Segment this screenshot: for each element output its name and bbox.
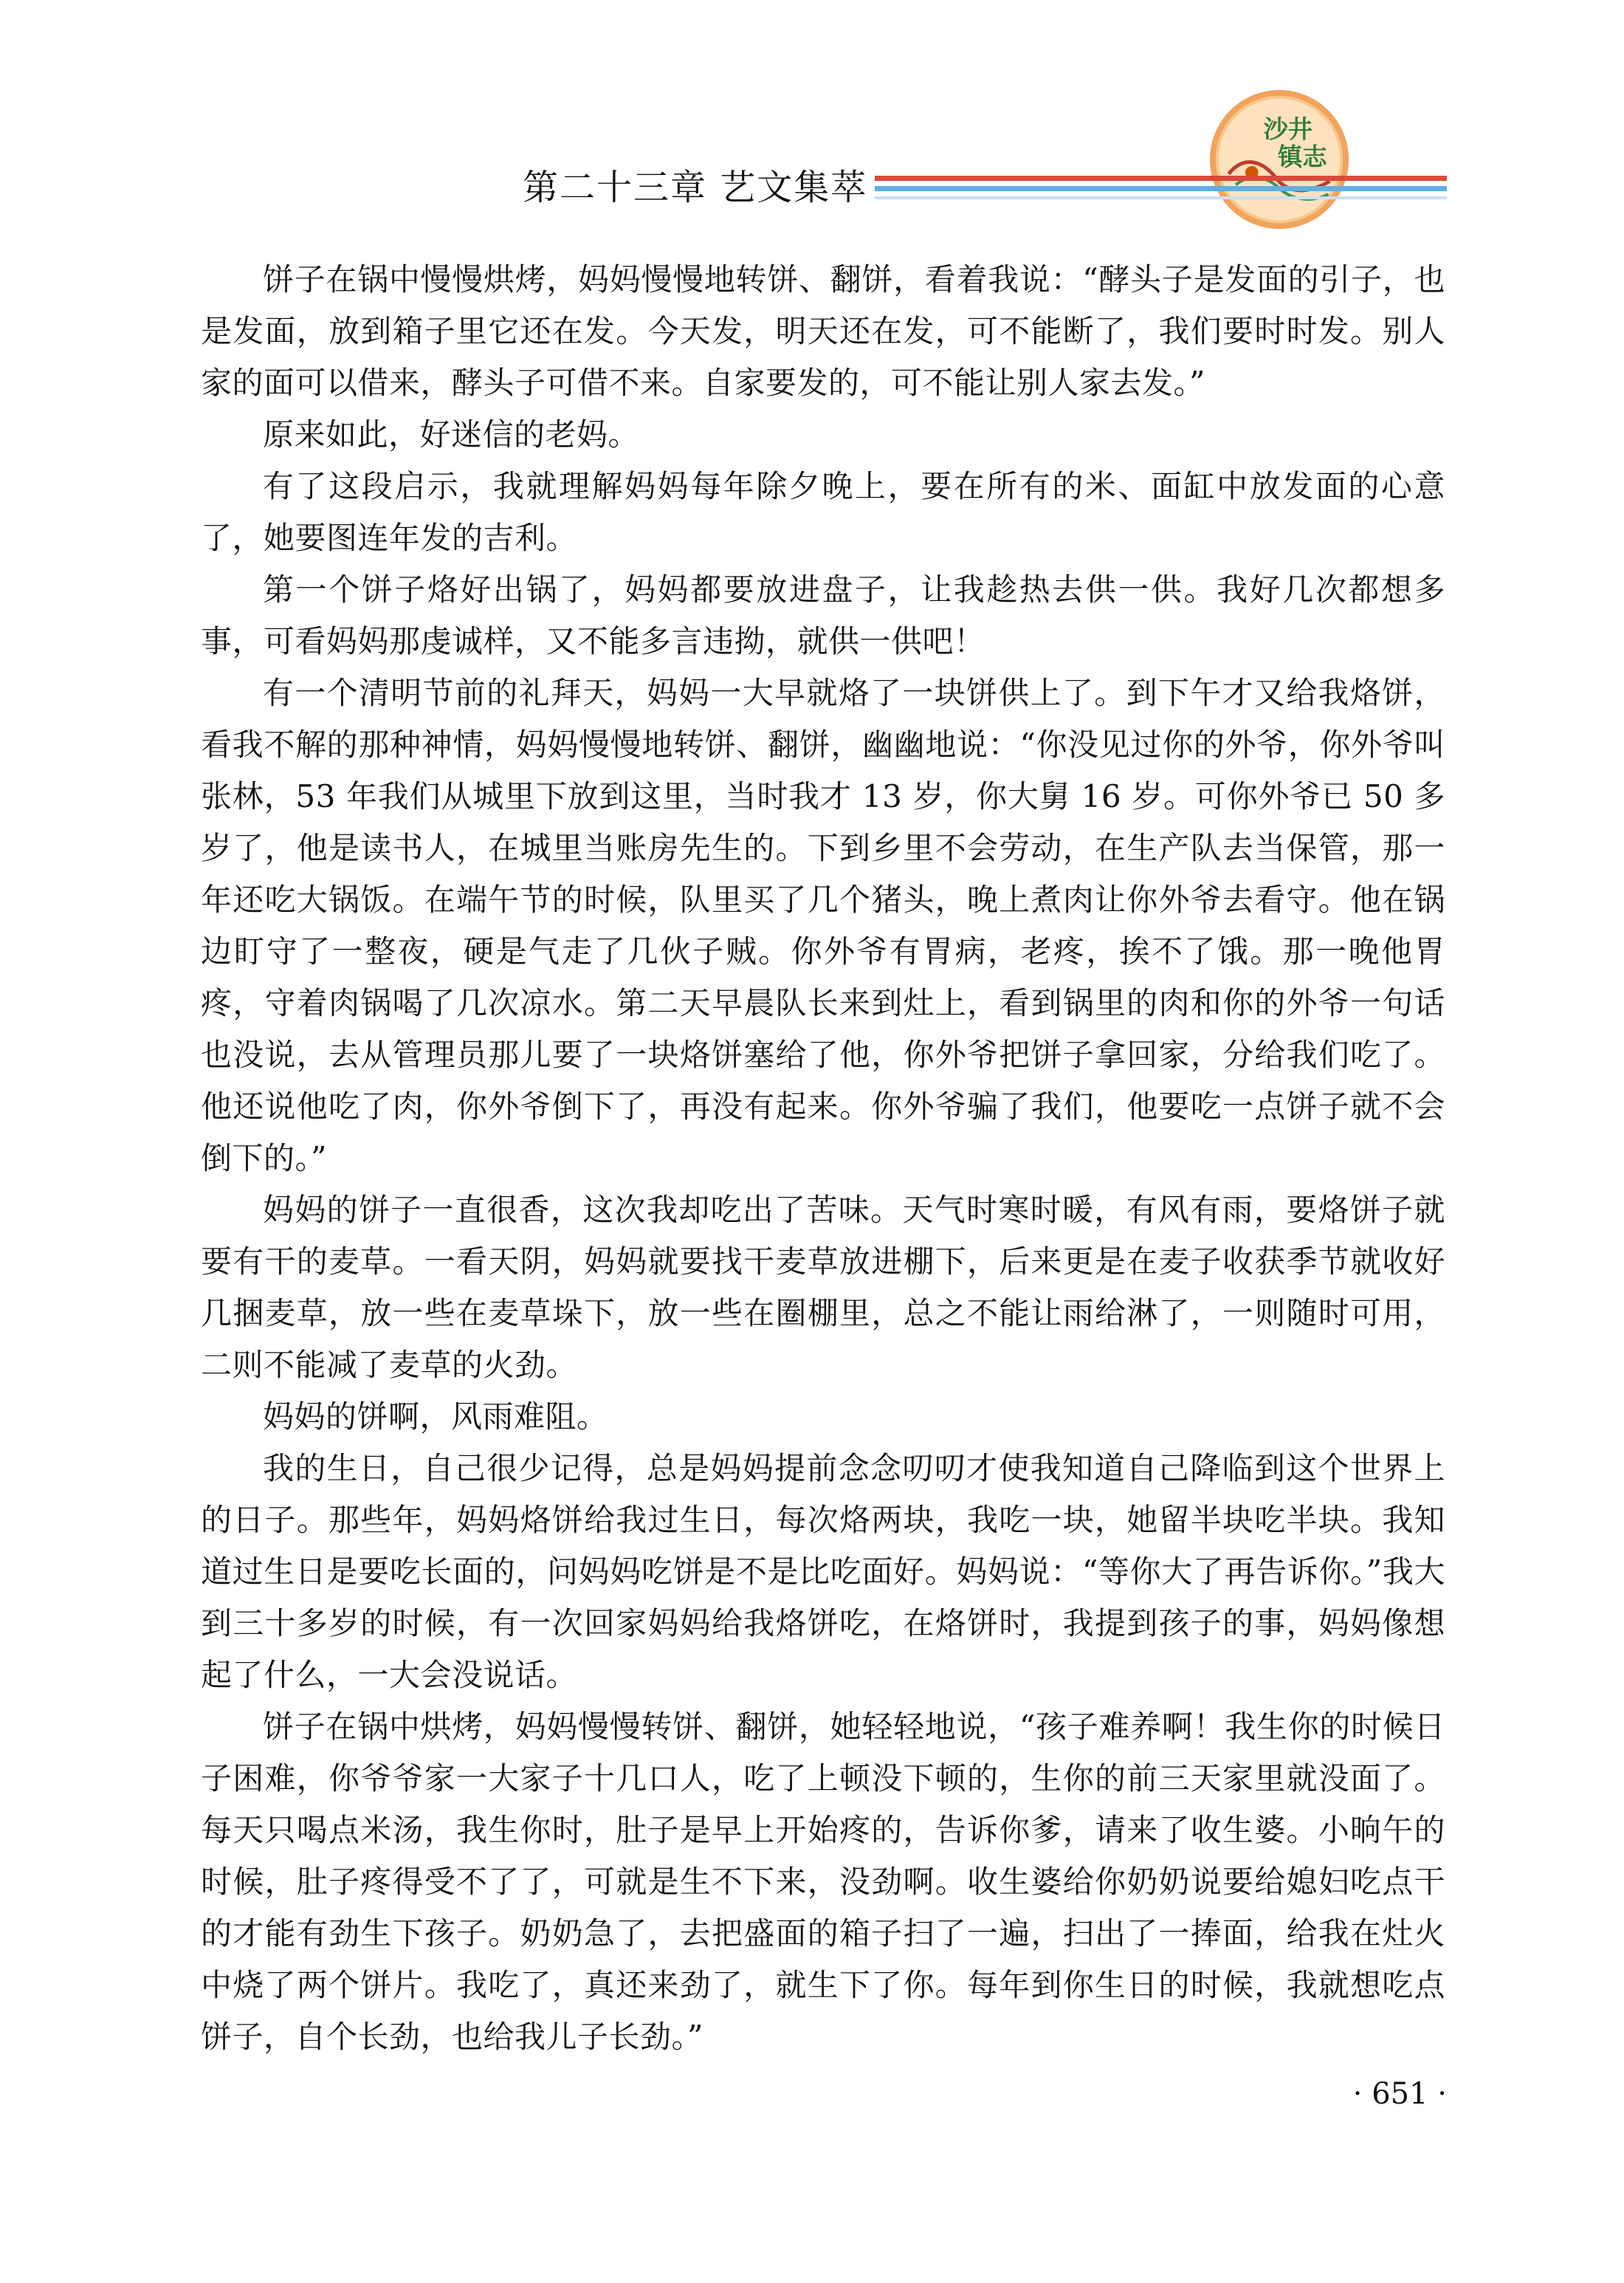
paragraph: 有了这段启示，我就理解妈妈每年除夕晚上，要在所有的米、面缸中放发面的心意了，她要图连年发的吉利。 xyxy=(201,468,1445,556)
header-rule-red xyxy=(875,176,1447,181)
paragraph: 第一个饼子烙好出锅了，妈妈都要放进盘子，让我趁热去供一供。我好几次都想多事，可看妈妈那虔诚样，又不能多言违拗，就供一供吧！ xyxy=(201,571,1445,659)
page-number: · 651 · xyxy=(1352,2077,1447,2111)
page-header xyxy=(0,0,1624,222)
town-gazetteer-seal-icon xyxy=(1207,87,1352,232)
paragraph: 妈妈的饼子一直很香，这次我却吃出了苦味。天气时寒时暖，有风有雨，要烙饼子就要有干的麦草。一看天阴，妈妈就要找干麦草放进棚下，后来更是在麦子收获季节就收好几捆麦草，放一些在麦草垛下，放一些在圈棚里，总之不能让雨给淋了，一则随时可用，二则不能减了麦草的火劲。 xyxy=(201,1192,1445,1383)
header-rule-blue xyxy=(875,186,1447,191)
seal-text-line2: 镇志 xyxy=(1278,142,1327,171)
paragraph: 饼子在锅中慢慢烘烤，妈妈慢慢地转饼、翻饼，看着我说：“酵头子是发面的引子，也是发面，放到箱子里它还在发。今天发，明天还在发，可不能断了，我们要时时发。别人家的面可以借来，酵头子可借不来。自家要发的，可不能让别人家去发。” xyxy=(201,261,1445,401)
header-rule-light-blue xyxy=(875,196,1447,199)
paragraph: 妈妈的饼啊，风雨难阻。 xyxy=(263,1398,608,1435)
paragraph: 我的生日，自己很少记得，总是妈妈提前念念叨叨才使我知道自己降临到这个世界上的日子。那些年，妈妈烙饼给我过生日，每次烙两块，我吃一块，她留半块吃半块。我知道过生日是要吃长面的，问妈妈吃饼是不是比吃面好。妈妈说：“等你大了再告诉你。”我大到三十多岁的时候，有一次回家妈妈给我烙饼吃，在烙饼时，我提到孩子的事，妈妈像想起了什么，一大会没说话。 xyxy=(201,1450,1445,1693)
seal-text-line1: 沙井 xyxy=(1263,114,1313,144)
paragraph: 原来如此，好迷信的老妈。 xyxy=(263,416,640,453)
chapter-title: 第二十三章 艺文集萃 xyxy=(523,167,868,208)
paragraph: 饼子在锅中烘烤，妈妈慢慢转饼、翻饼，她轻轻地说，“孩子难养啊！我生你的时候日子困难，你爷爷家一大家子十几口人，吃了上顿没下顿的，生你的前三天家里就没面了。每天只喝点米汤，我生你时，肚子是早上开始疼的，告诉你爹，请来了收生婆。小晌午的时候，肚子疼得受不了了，可就是生不下来，没劲啊。收生婆给你奶奶说要给媳妇吃点干的才能有劲生下孩子。奶奶急了，去把盛面的箱子扫了一遍，扫出了一捧面，给我在灶火中烧了两个饼片。我吃了，真还来劲了，就生下了你。每年到你生日的时候，我就想吃点饼子，自个长劲，也给我儿子长劲。” xyxy=(201,1709,1445,2055)
paragraph: 有一个清明节前的礼拜天，妈妈一大早就烙了一块饼供上了。到下午才又给我烙饼，看我不解的那种神情，妈妈慢慢地转饼、翻饼，幽幽地说：“你没见过你的外爷，你外爷叫张林，53 年我们从城里下放到这里，当时我才 13 岁，你大舅 16 岁。可你外爷已 50 多岁了，他是读书人，在城里当账房先生的。下到乡里不会劳动，在生产队去当保管，那一年还吃大锅饭。在端午节的时候，队里买了几个猪头，晚上煮肉让你外爷去看守。他在锅边盯守了一整夜，硬是气走了几伙子贼。你外爷有胃病，老疼，挨不了饿。那一晚他胃疼，守着肉锅喝了几次凉水。第二天早晨队长来到灶上，看到锅里的肉和你的外爷一句话也没说，去从管理员那儿要了一块烙饼塞给了他，你外爷把饼子拿回家，分给我们吃了。他还说他吃了肉，你外爷倒下了，再没有起来。你外爷骗了我们，他要吃一点饼子就不会倒下的。” xyxy=(201,675,1445,1176)
body-text xyxy=(201,254,1445,2063)
